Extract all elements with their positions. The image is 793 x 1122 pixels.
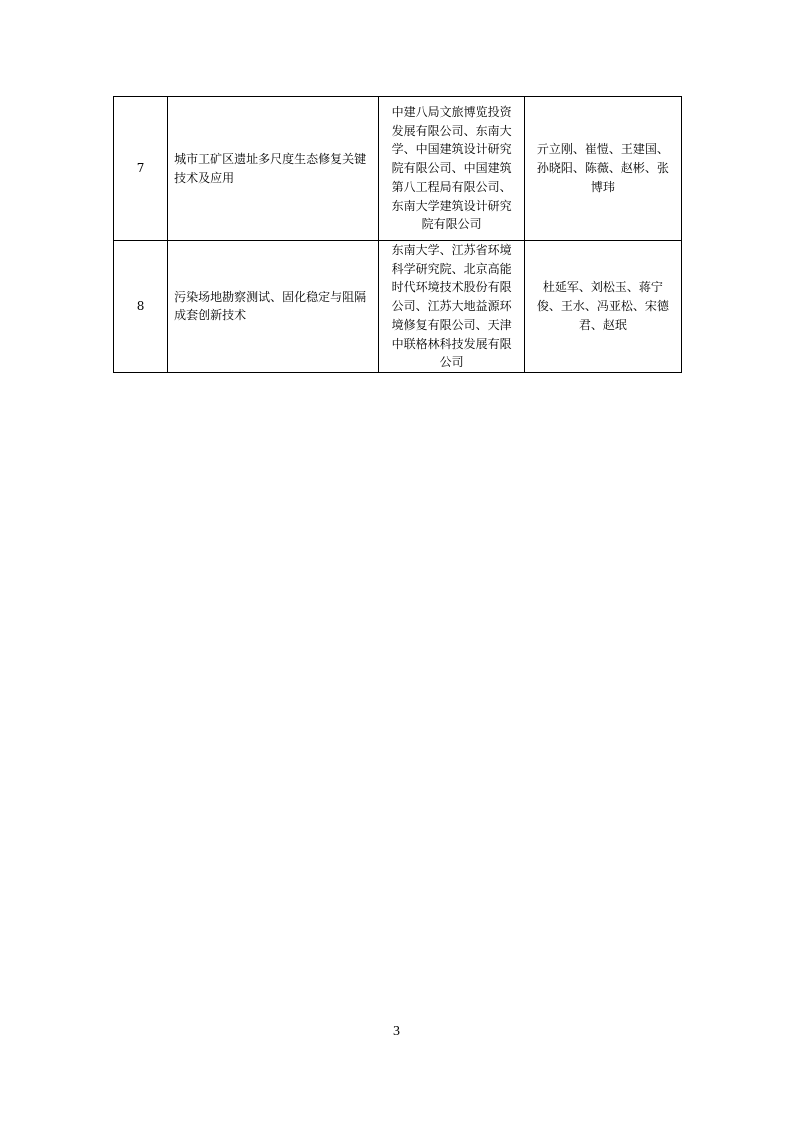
row-number: 7 [114,97,168,241]
award-table [113,96,682,373]
completing-units: 中建八局文旅博览投资发展有限公司、东南大学、中国建筑设计研究院有限公司、中国建筑第八工程局有限公司、东南大学建筑设计研究院有限公司 [379,97,524,241]
project-name: 城市工矿区遗址多尺度生态修复关键技术及应用 [168,97,379,241]
table-row [114,97,682,241]
project-name: 污染场地勘察测试、固化稳定与阻隔成套创新技术 [168,241,379,373]
table-row [114,241,682,373]
completing-units: 东南大学、江苏省环境科学研究院、北京高能时代环境技术股份有限公司、江苏大地益源环境修复有限公司、天津中联格林科技发展有限公司 [379,241,524,373]
row-number: 8 [114,241,168,373]
completing-people: 杜延军、刘松玉、蒋宁俊、王水、冯亚松、宋德君、赵珉 [524,241,681,373]
completing-people: 亓立刚、崔愷、王建国、孙晓阳、陈薇、赵彬、张博玮 [524,97,681,241]
page-number: 3 [393,1024,400,1039]
